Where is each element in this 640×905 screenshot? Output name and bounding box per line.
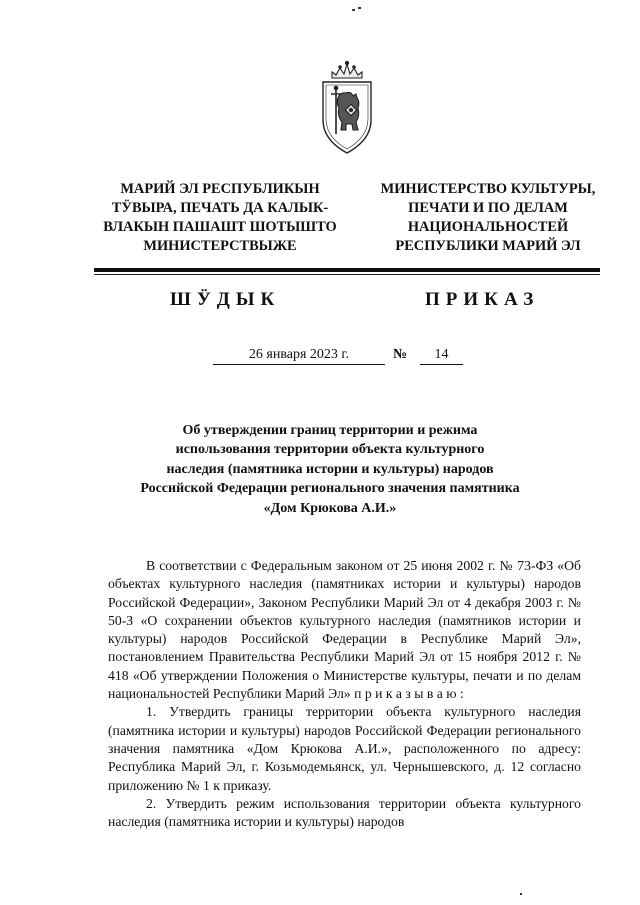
doc-type-russian: ПРИКАЗ — [425, 289, 540, 310]
document-title — [110, 421, 550, 518]
order-item-2: 2. Утвердить режим использования территории объекта культурного наследия (памятника истории и культуры) народов — [108, 795, 581, 830]
header-divider-thin — [94, 274, 600, 275]
title-line: Российской Федерации регионального значения памятника — [140, 481, 520, 497]
title-line: «Дом Крюкова А.И.» — [263, 500, 397, 516]
organization-name-russian — [368, 180, 608, 256]
org-line: МИНИСТЕРСТВЫЖЕ — [143, 238, 297, 254]
title-line: использования территории объекта культурного — [175, 442, 485, 458]
scan-speck — [520, 893, 522, 895]
number-sign: № — [393, 347, 408, 362]
document-number: 14 — [420, 346, 463, 365]
org-line: МАРИЙ ЭЛ РЕСПУБЛИКЫН — [120, 181, 320, 197]
org-line: ВЛАКЫН ПАШАШТ ШОТЫШТО — [103, 219, 337, 235]
coat-of-arms-emblem — [318, 58, 376, 156]
org-line: НАЦИОНАЛЬНОСТЕЙ — [407, 219, 569, 235]
order-item-1: 1. Утвердить границы территории объекта культурного наследия (памятника истории и культуры) народов Российской Федерации регионального значения памятника «Дом Крюкова А.И.», расположенного по адресу: Республика Марий Эл, г. Козьмодемьянск, ул. Чернышевского, д. 12 согласно приложению № 1 к приказу. — [108, 704, 581, 793]
document-date: 26 января 2023 г. — [213, 346, 385, 365]
title-line: Об утверждении границ территории и режима — [182, 423, 478, 438]
scan-speck — [358, 7, 361, 9]
document-body — [108, 557, 581, 831]
org-line: ТӰВЫРА, ПЕЧАТЬ ДА КАЛЫК- — [111, 200, 329, 216]
header-divider-thick — [94, 268, 600, 272]
doc-type-mari: ШӰДЫК — [170, 289, 281, 310]
org-line: ПЕЧАТИ И ПО ДЕЛАМ — [408, 200, 568, 216]
org-line: МИНИСТЕРСТВО КУЛЬТУРЫ, — [380, 181, 596, 197]
title-line: наследия (памятника истории и культуры) народов — [166, 461, 494, 477]
scan-speck — [352, 9, 355, 11]
org-line: РЕСПУБЛИКИ МАРИЙ ЭЛ — [395, 238, 581, 254]
organization-name-mari — [75, 180, 365, 256]
preamble-paragraph: В соответствии с Федеральным законом от 25 июня 2002 г. № 73-ФЗ «Об объектах культурного наследия (памятниках истории и культуры) народов Российской Федерации», Законом Республики Марий Эл от 4 декабря 2003 г. № 50-З «О сохранении объектов культурного наследия (памятников истории и культуры) народов Российской Федерации в Республике Марий Эл», постановлением Правительства Республики Марий Эл от 15 ноября 2012 г. № 418 «Об утверждении Положения о Министерстве культуры, печати и по делам национальностей Республики Марий Эл» п р и к а з ы в а ю : — [108, 558, 581, 702]
